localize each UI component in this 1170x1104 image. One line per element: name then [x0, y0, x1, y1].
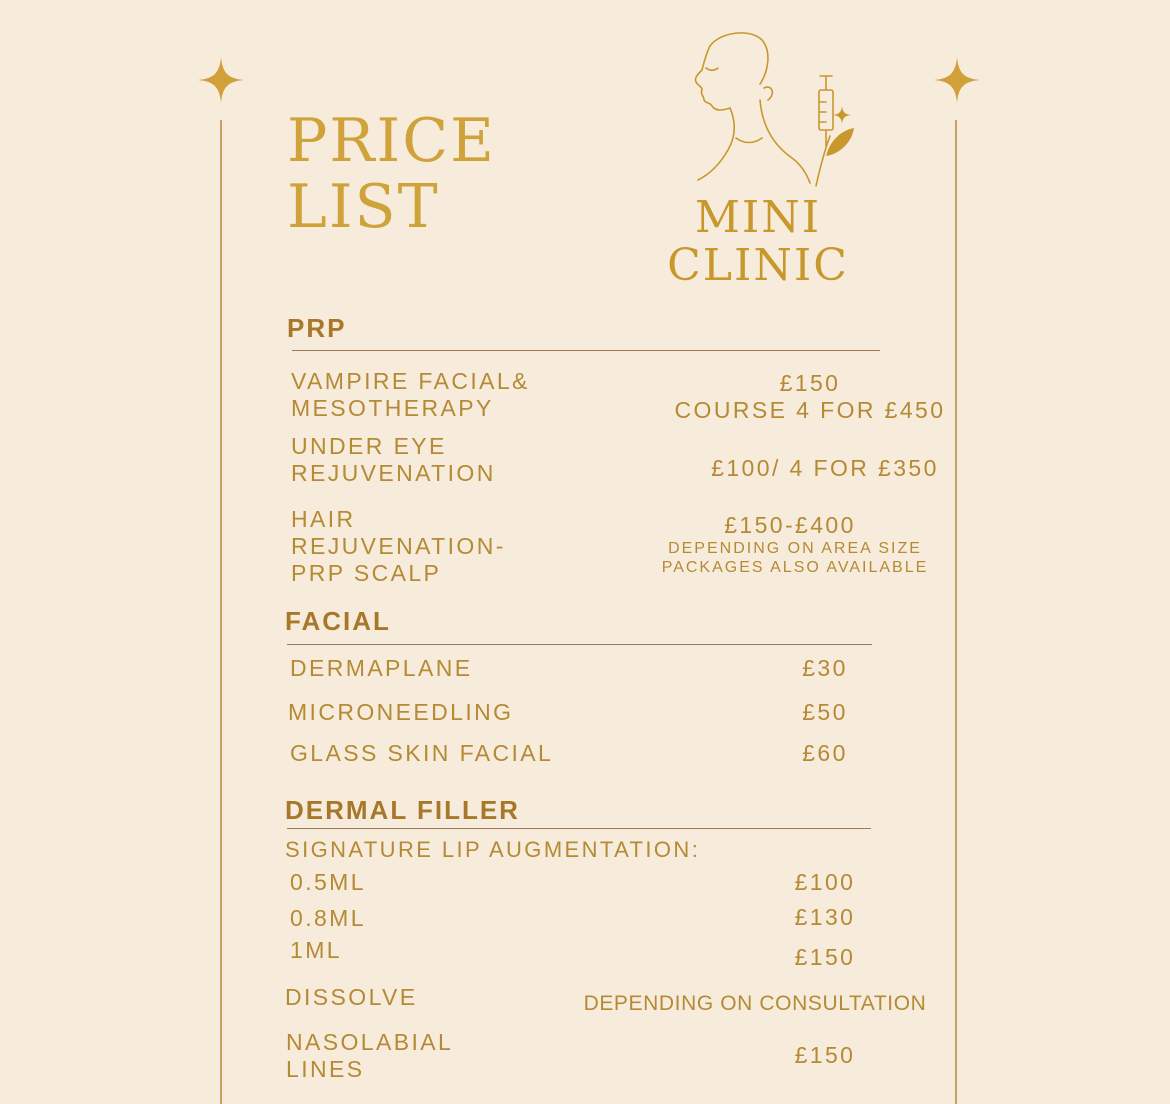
subheading-lip-augmentation: SIGNATURE LIP AUGMENTATION:	[285, 837, 701, 862]
service-name: MICRONEEDLING	[288, 699, 514, 725]
service-price: £150 COURSE 4 FOR £450	[674, 370, 946, 423]
service-price-note: DEPENDING ON AREA SIZE	[668, 540, 922, 557]
service-name: 0.8ML	[290, 905, 366, 931]
service-name: HAIR REJUVENATION- PRP SCALP	[291, 506, 506, 586]
section-divider	[292, 350, 880, 351]
right-frame-line	[955, 120, 957, 1104]
service-name: 1ML	[290, 937, 342, 963]
page-title	[287, 108, 496, 240]
service-price: £100	[794, 869, 856, 895]
section-heading-dermal-filler: DERMAL FILLER	[285, 795, 520, 825]
section-divider	[287, 644, 872, 645]
service-price: £60	[802, 740, 848, 766]
title-line-1: PRICE	[287, 106, 496, 176]
sparkle-left-icon	[198, 57, 244, 103]
service-name: VAMPIRE FACIAL& MESOTHERAPY	[291, 368, 530, 421]
service-price: DEPENDING ON CONSULTATION	[583, 992, 927, 1015]
service-price: £100/ 4 FOR £350	[711, 455, 939, 481]
service-name: 0.5ML	[290, 869, 366, 895]
section-heading-facial: FACIAL	[285, 606, 391, 636]
left-frame-line	[220, 120, 222, 1104]
service-name: DISSOLVE	[285, 984, 418, 1010]
service-name: UNDER EYE REJUVENATION	[291, 433, 496, 486]
service-name: GLASS SKIN FACIAL	[290, 740, 554, 766]
service-price: £150	[794, 944, 856, 970]
brand-line-1: MINI	[694, 192, 822, 243]
section-divider	[287, 828, 871, 829]
brand-line-2: CLINIC	[667, 240, 849, 291]
service-name: NASOLABIAL LINES	[286, 1029, 454, 1082]
service-name: DERMAPLANE	[290, 655, 473, 681]
service-price: £50	[802, 699, 848, 725]
service-price: £150	[794, 1042, 856, 1068]
service-price: £130	[794, 904, 856, 930]
section-heading-prp: PRP	[287, 313, 347, 343]
clinic-logo-text	[628, 194, 888, 290]
woman-profile-logo-icon	[680, 28, 870, 193]
service-price: £30	[802, 655, 848, 681]
service-price-note: PACKAGES ALSO AVAILABLE	[661, 559, 929, 576]
title-line-2: LIST	[287, 172, 440, 242]
service-price: £150-£400	[724, 512, 856, 538]
sparkle-right-icon	[934, 57, 980, 103]
